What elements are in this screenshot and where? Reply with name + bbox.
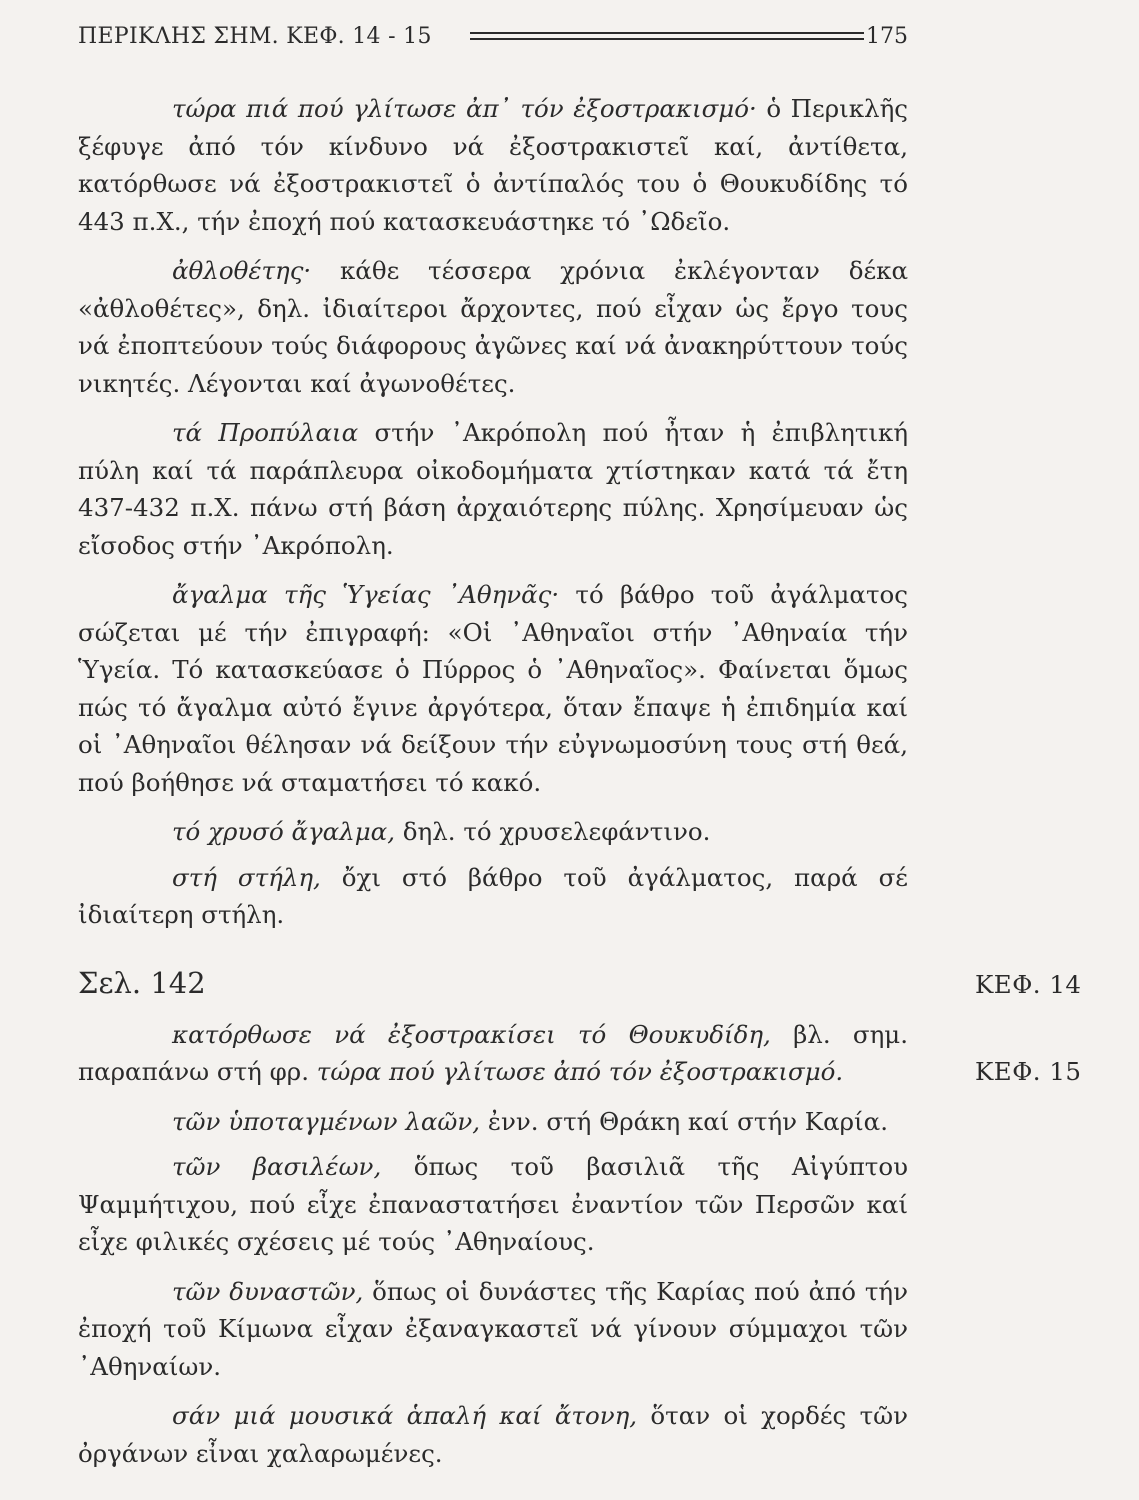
note-paragraph xyxy=(78,813,908,851)
note-term: τῶν ὑποταγμένων λαῶν, xyxy=(172,1106,481,1136)
note-text: ἐνν. στή Θράκη καί στήν Καρία. xyxy=(480,1106,888,1136)
note-paragraph xyxy=(78,1273,908,1386)
note-text: βλ. σημ. παραπάνω στή φρ. xyxy=(78,1019,909,1086)
note-paragraph xyxy=(78,1016,908,1091)
note-term: τώρα πιά πού γλίτωσε ἀπ᾽ τόν ἐξοστρακισμό· xyxy=(172,94,757,123)
chapter-marker: ΚΕΦ. 14 xyxy=(975,970,1082,999)
note-paragraph xyxy=(78,1397,908,1472)
note-term: τῶν δυναστῶν, xyxy=(172,1276,364,1306)
note-text: δηλ. τό χρυσελεφάντινο. xyxy=(395,817,711,846)
note-text: ὁ Περικλῆς ξέφυγε ἀπό τόν κίνδυνο νά ἐξοστρακιστεῖ καί, ἀντίθετα, κατόρθωσε νά ἐξοστρακιστεῖ ὁ ἀντίπαλός του ὁ Θουκυδίδης τό 443 π.Χ., τήν ἐποχή πού κατασκευάστηκε τό ᾽Ωδεῖο. xyxy=(78,94,908,236)
page-number: 175 xyxy=(866,24,908,49)
note-paragraph xyxy=(78,1148,908,1261)
note-text: κάθε τέσσερα χρόνια ἐκλέγονταν δέκα «ἀθλοθέτες», δηλ. ἰδιαίτεροι ἄρχοντες, πού εἶχαν ὡς ἔργο τους νά ἐποπτεύουν τούς διάφορους ἀγῶνες καί νά ἀνακηρύττουν τούς νικητές. Λέγονται καί ἀγωνοθέτες. xyxy=(78,256,908,398)
note-paragraph xyxy=(78,90,908,240)
page-header xyxy=(78,20,908,54)
note-term: στή στήλη, xyxy=(172,862,321,892)
note-text: ὅπως οἱ δυνάστες τῆς Καρίας πού ἀπό τήν ἐποχή τοῦ Κίμωνα εἶχαν ἐξαναγκαστεῖ νά γίνουν σύμμαχοι τῶν ᾽Αθηναίων. xyxy=(78,1276,908,1381)
note-text: ὄχι στό βάθρο τοῦ ἀγάλματος, παρά σέ ἰδιαίτερη στήλη. xyxy=(78,862,908,929)
note-paragraph xyxy=(78,414,908,564)
note-term: τά Προπύλαια xyxy=(172,418,359,447)
note-term: τό χρυσό ἄγαλμα, xyxy=(172,817,396,846)
chapter-marker: ΚΕΦ. 15 xyxy=(975,1057,1082,1086)
note-paragraph xyxy=(78,1103,908,1141)
note-term: ἄγαλμα τῆς Ὑγείας ᾽Αθηνᾶς· xyxy=(172,580,560,609)
note-text: ὅπως τοῦ βασιλιᾶ τῆς Αἰγύπτου Ψαμμήτιχου, πού εἶχε ἐπαναστατήσει ἐναντίον τῶν Περσῶν καί εἶχε φιλικές σχέσεις μέ τούς ᾽Αθηναίους. xyxy=(78,1152,909,1256)
note-text: ὅταν οἱ χορδές τῶν ὀργάνων εἶναι χαλαρωμένες. xyxy=(78,1401,908,1468)
note-term: κατόρθωσε νά ἐξοστρακίσει τό Θουκυδίδη, xyxy=(172,1019,771,1049)
note-term: ἀθλοθέτης· xyxy=(172,256,312,285)
header-rule xyxy=(470,32,864,40)
note-paragraph xyxy=(78,576,908,801)
note-term: τῶν βασιλέων, xyxy=(172,1152,382,1181)
note-paragraph xyxy=(78,859,908,934)
note-text: τό βάθρο τοῦ ἀγάλματος σώζεται μέ τήν ἐπιγραφή: «Οἱ ᾽Αθηναῖοι στήν ᾽Αθηναία τήν Ὑγεία. Τό κατασκεύασε ὁ Πύρρος ὁ ᾽Αθηναῖος». Φαίνεται ὅμως πώς τό ἄγαλμα αὐτό ἔγινε ἀργότερα, ὅταν ἔπαψε ἡ ἐπιδημία καί οἱ ᾽Αθηναῖοι θέλησαν νά δείξουν τήν εὐγνωμοσύνη τους στή θεά, πού βοήθησε νά σταματήσει τό κακό. xyxy=(78,580,908,797)
note-cross-reference: τώρα πού γλίτωσε ἀπό τόν ἐξοστρακισμό. xyxy=(316,1057,844,1086)
running-head: ΠΕΡΙΚΛΗΣ ΣΗΜ. ΚΕΦ. 14 - 15 xyxy=(78,24,432,49)
note-paragraph xyxy=(78,252,908,402)
note-text: στήν ᾽Ακρόπολη πού ἦταν ἡ ἐπιβλητική πύλη καί τά παράπλευρα οἰκοδομήματα χτίστηκαν κατά τά ἔτη 437-432 π.Χ. πάνω στή βάση ἀρχαιότερης πύλης. Χρησίμευαν ὡς εἴσοδος στήν ᾽Ακρόπολη. xyxy=(78,418,908,560)
note-term: σάν μιά μουσικά ἁπαλή καί ἄτονη, xyxy=(172,1401,638,1430)
section-heading: Σελ. 142 xyxy=(78,965,206,1000)
page-body xyxy=(78,90,908,1484)
